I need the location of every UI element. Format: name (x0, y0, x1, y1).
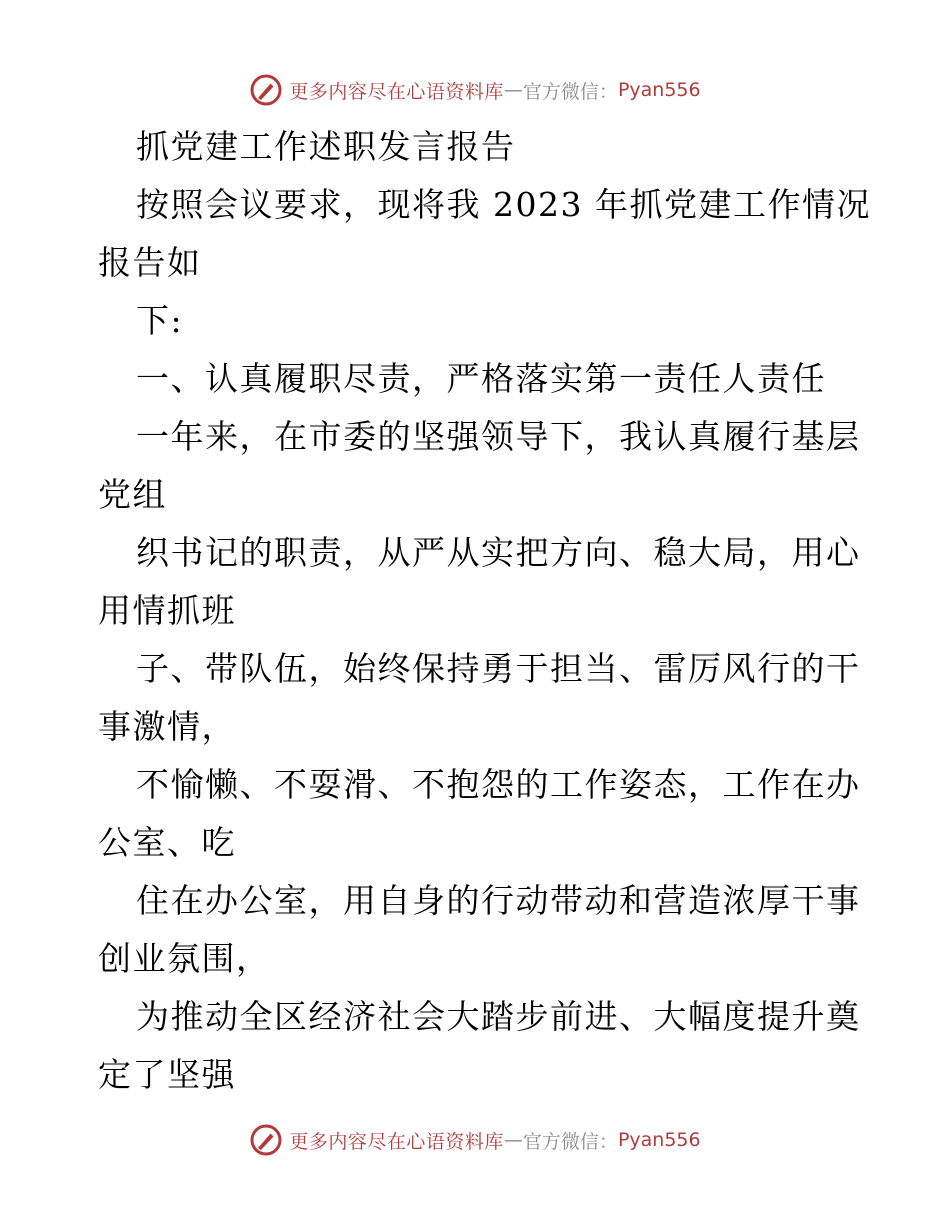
document-line: 创业氛围， (98, 939, 271, 978)
document-line: 按照会议要求，现将我 2023 年抓党建工作情况 (136, 185, 871, 224)
document-line: 事激情， (98, 707, 236, 746)
watermark-text: 更多内容尽在心语资料库 (289, 1130, 504, 1153)
footer-watermark-content (249, 1123, 700, 1157)
quill-logo-icon (249, 1123, 283, 1157)
document-line: 子、带队伍，始终保持勇于担当、雷厉风行的干 (136, 649, 861, 688)
watermark-text: 更多内容尽在心语资料库 (289, 80, 504, 103)
watermark-dash: — (503, 1129, 523, 1151)
document-line: 抓党建工作述职发言报告 (136, 127, 516, 166)
document-line: 为推动全区经济社会大踏步前进、大幅度提升奠 (136, 997, 861, 1036)
document-line: 织书记的职责，从严从实把方向、稳大局，用心 (136, 533, 861, 572)
watermark-dash: — (503, 79, 523, 101)
document-line: 不愉懒、不耍滑、不抱怨的工作姿态，工作在办 (136, 765, 861, 804)
header-watermark (0, 70, 950, 110)
watermark-wechat-id: Pyan556 (617, 79, 701, 101)
quill-logo-icon (249, 73, 283, 107)
document-body (98, 118, 871, 1104)
watermark-official-label: 官方微信： (522, 80, 618, 103)
document-line: 用情抓班 (98, 591, 236, 630)
document-line: 定了坚强 (98, 1055, 236, 1094)
document-line: 报告如 (98, 243, 202, 282)
document-line: 一、认真履职尽责，严格落实第一责任人责任 (136, 359, 826, 398)
watermark-official-label: 官方微信： (522, 1130, 618, 1153)
footer-watermark (0, 1120, 950, 1160)
header-watermark-content (249, 73, 700, 107)
document-line: 住在办公室，用自身的行动带动和营造浓厚干事 (136, 881, 861, 920)
document-line: 一年来，在市委的坚强领导下，我认真履行基层 (136, 417, 861, 456)
watermark-wechat-id: Pyan556 (617, 1129, 701, 1151)
document-line: 下: (136, 301, 184, 340)
document-line: 公室、吃 (98, 823, 236, 862)
document-line: 党组 (98, 475, 167, 514)
